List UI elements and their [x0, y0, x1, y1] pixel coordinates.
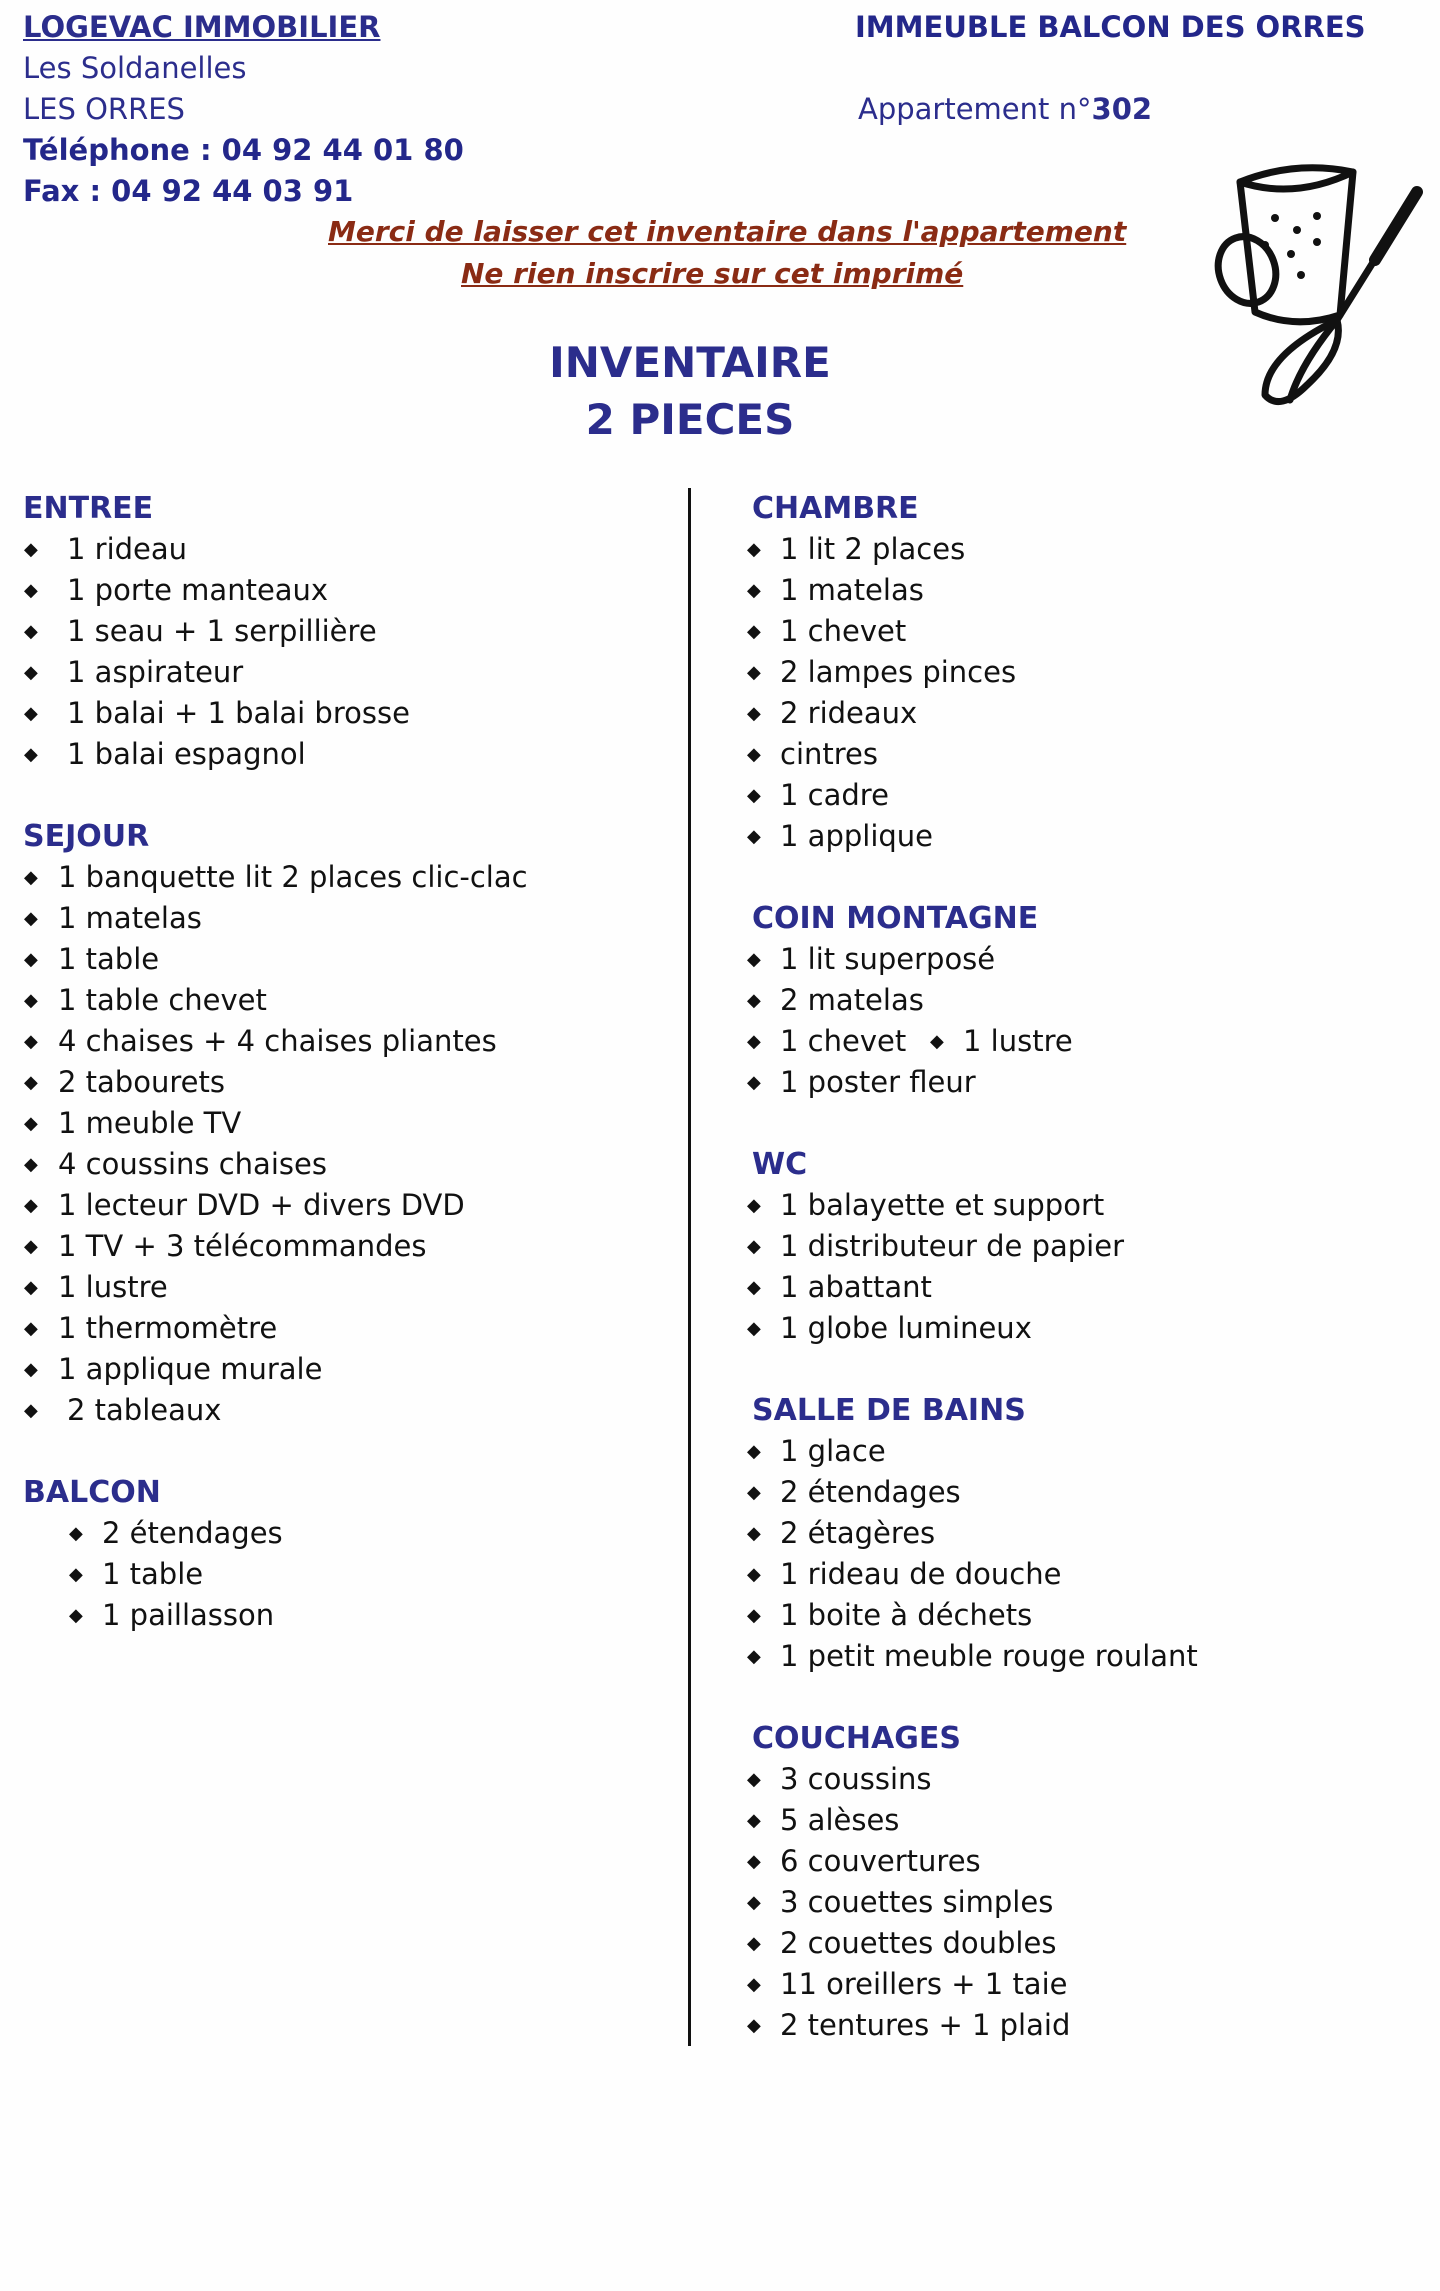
diamond-bullet-icon: ◆ [930, 1031, 944, 1052]
list-item: 1 seau + 1 serpillière [67, 614, 377, 648]
fax: Fax : 04 92 44 03 91 [23, 174, 354, 208]
building-name: IMMEUBLE BALCON DES ORRES [855, 10, 1366, 44]
diamond-bullet-icon: ◆ [747, 1277, 761, 1298]
diamond-bullet-icon: ◆ [747, 1318, 761, 1339]
diamond-bullet-icon: ◆ [24, 703, 38, 724]
diamond-bullet-icon: ◆ [747, 580, 761, 601]
diamond-bullet-icon: ◆ [747, 826, 761, 847]
list-item: 1 chevet [780, 614, 907, 648]
company-name: LOGEVAC IMMOBILIER [23, 10, 381, 44]
list-item: 1 porte manteaux [67, 573, 329, 607]
list-item: 1 lit superposé [780, 942, 996, 976]
list-item: 1 lustre [58, 1270, 168, 1304]
diamond-bullet-icon: ◆ [747, 621, 761, 642]
list-item: 1 lecteur DVD + divers DVD [58, 1188, 465, 1222]
diamond-bullet-icon: ◆ [747, 1482, 761, 1503]
list-item: 1 applique murale [58, 1352, 323, 1386]
list-item: 4 chaises + 4 chaises pliantes [58, 1024, 497, 1058]
list-item: 2 étendages [780, 1475, 961, 1509]
list-item: 2 rideaux [780, 696, 918, 730]
apartment-line [858, 92, 1152, 126]
phone: Téléphone : 04 92 44 01 80 [23, 133, 464, 167]
list-item: 1 balayette et support [780, 1188, 1105, 1222]
list-item: 1 matelas [780, 573, 924, 607]
list-item: 1 balai + 1 balai brosse [67, 696, 410, 730]
diamond-bullet-icon: ◆ [24, 1154, 38, 1175]
list-item: 3 couettes simples [780, 1885, 1054, 1919]
list-item: 1 table [58, 942, 160, 976]
diamond-bullet-icon: ◆ [747, 2015, 761, 2036]
diamond-bullet-icon: ◆ [747, 1974, 761, 1995]
diamond-bullet-icon: ◆ [747, 1810, 761, 1831]
diamond-bullet-icon: ◆ [747, 662, 761, 683]
section-sejour-title: SEJOUR [23, 819, 150, 854]
diamond-bullet-icon: ◆ [747, 1769, 761, 1790]
list-item: 2 tableaux [67, 1393, 222, 1427]
list-item: 3 coussins [780, 1762, 932, 1796]
diamond-bullet-icon: ◆ [24, 621, 38, 642]
list-item: 1 cadre [780, 778, 889, 812]
list-item: 1 applique [780, 819, 934, 853]
list-item: 1 meuble TV [58, 1106, 242, 1140]
list-item: 2 couettes doubles [780, 1926, 1057, 1960]
list-item: 1 table [102, 1557, 204, 1591]
diamond-bullet-icon: ◆ [747, 1195, 761, 1216]
notice-no-writing: Ne rien inscrire sur cet imprimé [461, 257, 964, 290]
diamond-bullet-icon: ◆ [24, 1072, 38, 1093]
diamond-bullet-icon: ◆ [747, 1072, 761, 1093]
measuring-cup-whisk-icon [1205, 150, 1430, 410]
section-balcon-title: BALCON [23, 1475, 161, 1510]
list-item: 1 table chevet [58, 983, 267, 1017]
list-item: 2 étendages [102, 1516, 283, 1550]
list-item: 1 matelas [58, 901, 202, 935]
diamond-bullet-icon: ◆ [747, 990, 761, 1011]
diamond-bullet-icon: ◆ [747, 1933, 761, 1954]
notice-leave-inventory: Merci de laisser cet inventaire dans l'appartement [328, 215, 1127, 248]
diamond-bullet-icon: ◆ [24, 990, 38, 1011]
list-item: 1 lustre [963, 1024, 1073, 1058]
diamond-bullet-icon: ◆ [747, 785, 761, 806]
diamond-bullet-icon: ◆ [24, 949, 38, 970]
diamond-bullet-icon: ◆ [24, 908, 38, 929]
list-item: 11 oreillers + 1 taie [780, 1967, 1068, 2001]
list-item: 1 abattant [780, 1270, 932, 1304]
list-item: 4 coussins chaises [58, 1147, 327, 1181]
diamond-bullet-icon: ◆ [24, 744, 38, 765]
list-item: 1 banquette lit 2 places clic-clac [58, 860, 528, 894]
diamond-bullet-icon: ◆ [747, 949, 761, 970]
page-subtitle: 2 PIECES [585, 395, 795, 444]
address-line-1: Les Soldanelles [23, 51, 247, 85]
list-item: 2 tabourets [58, 1065, 225, 1099]
diamond-bullet-icon: ◆ [24, 580, 38, 601]
column-divider [688, 488, 691, 2046]
diamond-bullet-icon: ◆ [747, 1523, 761, 1544]
list-item: 1 paillasson [102, 1598, 275, 1632]
diamond-bullet-icon: ◆ [69, 1564, 83, 1585]
list-item: 1 rideau [67, 532, 188, 566]
section-entree-title: ENTREE [23, 491, 154, 526]
diamond-bullet-icon: ◆ [24, 1277, 38, 1298]
list-item: 1 petit meuble rouge roulant [780, 1639, 1198, 1673]
section-coin-montagne-title: COIN MONTAGNE [752, 901, 1039, 936]
diamond-bullet-icon: ◆ [747, 1851, 761, 1872]
diamond-bullet-icon: ◆ [747, 1564, 761, 1585]
apartment-number: 302 [1091, 92, 1153, 126]
list-item: 1 rideau de douche [780, 1557, 1062, 1591]
list-item: 1 thermomètre [58, 1311, 278, 1345]
address-line-2: LES ORRES [23, 92, 185, 126]
list-item: 1 aspirateur [67, 655, 244, 689]
diamond-bullet-icon: ◆ [24, 1400, 38, 1421]
diamond-bullet-icon: ◆ [24, 1195, 38, 1216]
list-item: 2 étagères [780, 1516, 936, 1550]
page-title: INVENTAIRE [549, 338, 831, 387]
diamond-bullet-icon: ◆ [24, 662, 38, 683]
diamond-bullet-icon: ◆ [24, 1236, 38, 1257]
diamond-bullet-icon: ◆ [24, 1359, 38, 1380]
list-item: 2 tentures + 1 plaid [780, 2008, 1071, 2042]
diamond-bullet-icon: ◆ [24, 1113, 38, 1134]
section-wc-title: WC [752, 1147, 808, 1182]
diamond-bullet-icon: ◆ [24, 1031, 38, 1052]
list-item: 2 matelas [780, 983, 924, 1017]
diamond-bullet-icon: ◆ [747, 1236, 761, 1257]
section-salle-de-bains-title: SALLE DE BAINS [752, 1393, 1026, 1428]
section-couchages-title: COUCHAGES [752, 1721, 961, 1756]
list-item: 1 TV + 3 télécommandes [58, 1229, 427, 1263]
diamond-bullet-icon: ◆ [747, 1646, 761, 1667]
list-item: 1 balai espagnol [67, 737, 306, 771]
list-item: 1 glace [780, 1434, 886, 1468]
apartment-prefix: Appartement n° [858, 92, 1092, 126]
diamond-bullet-icon: ◆ [69, 1523, 83, 1544]
list-item: 5 alèses [780, 1803, 900, 1837]
diamond-bullet-icon: ◆ [24, 539, 38, 560]
list-item: 1 distributeur de papier [780, 1229, 1124, 1263]
list-item: 1 poster fleur [780, 1065, 976, 1099]
diamond-bullet-icon: ◆ [747, 1441, 761, 1462]
diamond-bullet-icon: ◆ [24, 867, 38, 888]
list-item: 1 boite à déchets [780, 1598, 1033, 1632]
list-item: 1 globe lumineux [780, 1311, 1032, 1345]
diamond-bullet-icon: ◆ [69, 1605, 83, 1626]
diamond-bullet-icon: ◆ [747, 1605, 761, 1626]
diamond-bullet-icon: ◆ [747, 539, 761, 560]
diamond-bullet-icon: ◆ [24, 1318, 38, 1339]
list-item: 6 couvertures [780, 1844, 981, 1878]
diamond-bullet-icon: ◆ [747, 703, 761, 724]
diamond-bullet-icon: ◆ [747, 744, 761, 765]
list-item: 2 lampes pinces [780, 655, 1017, 689]
list-item: 1 lit 2 places [780, 532, 966, 566]
section-chambre-title: CHAMBRE [752, 491, 919, 526]
diamond-bullet-icon: ◆ [747, 1892, 761, 1913]
list-item: 1 chevet [780, 1024, 907, 1058]
list-item: cintres [780, 737, 878, 771]
diamond-bullet-icon: ◆ [747, 1031, 761, 1052]
